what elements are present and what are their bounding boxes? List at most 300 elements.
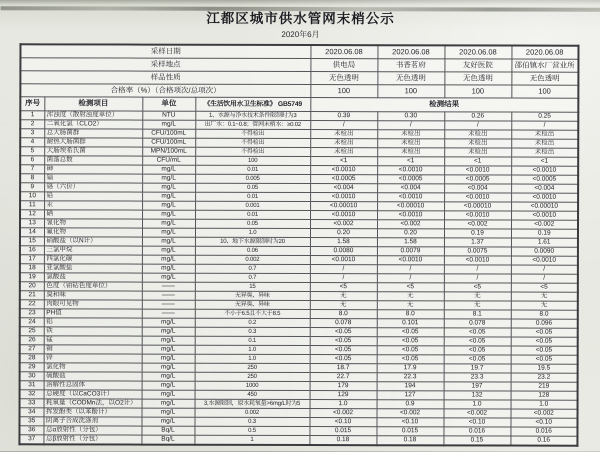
item-name: 色度（铂钴色度单位） bbox=[44, 282, 142, 291]
result-value: <0.10 bbox=[443, 418, 510, 427]
result-value: <0.0010 bbox=[377, 211, 444, 220]
unit-value: mg/L bbox=[142, 318, 195, 327]
standard-limit: 不得检出 bbox=[195, 147, 310, 156]
unit-value: mg/L bbox=[142, 219, 195, 228]
result-value: <0.05 bbox=[310, 355, 377, 364]
result-value: <0.10 bbox=[510, 418, 577, 427]
result-value: <0.0010 bbox=[444, 193, 511, 202]
standard-limit: 不小于6.5且不大于8.5 bbox=[195, 309, 310, 318]
result-value: <1 bbox=[377, 157, 444, 166]
result-value: 0.096 bbox=[511, 319, 578, 328]
item-name: 肉眼可见物 bbox=[44, 300, 142, 309]
standard-limit: 0.7 bbox=[195, 264, 310, 273]
result-value: <0.0005 bbox=[310, 175, 377, 184]
row-index: 24 bbox=[20, 318, 44, 327]
result-value: <0.0010 bbox=[444, 211, 511, 220]
row-index: 27 bbox=[20, 345, 44, 354]
row-index: 23 bbox=[20, 309, 44, 318]
standard-limit: 100 bbox=[195, 156, 310, 165]
standard-limit: 15 bbox=[195, 282, 310, 291]
result-value: 0.20 bbox=[377, 229, 444, 238]
result-value: 0.9 bbox=[377, 400, 444, 409]
unit-value: mg/L bbox=[142, 120, 195, 129]
result-value: <5 bbox=[310, 283, 377, 292]
result-value: 无 bbox=[310, 301, 377, 310]
item-name: 氯酸盐 bbox=[44, 273, 142, 282]
result-value: <0.05 bbox=[377, 337, 444, 346]
row-index: 18 bbox=[20, 264, 44, 273]
result-value: 0.19 bbox=[444, 229, 511, 238]
item-name: 总大肠菌群 bbox=[44, 129, 142, 138]
unit-value: mg/L bbox=[142, 390, 195, 399]
unit-value: mg/L bbox=[142, 183, 195, 192]
result-value: 0.016 bbox=[443, 427, 510, 436]
row-index: 29 bbox=[20, 363, 44, 372]
result-value: / bbox=[511, 274, 578, 283]
result-value: <0.004 bbox=[444, 184, 511, 193]
result-value: 1.0 bbox=[511, 400, 578, 409]
result-value: 22.7 bbox=[310, 373, 377, 382]
row-index: 25 bbox=[20, 327, 44, 336]
result-value: 23.2 bbox=[511, 373, 578, 382]
result-value: / bbox=[310, 121, 377, 130]
result-value: <0.10 bbox=[376, 418, 443, 427]
result-value: / bbox=[310, 274, 377, 283]
item-name: 大肠埃希氏菌 bbox=[44, 147, 142, 156]
result-value: 未检出 bbox=[444, 139, 511, 148]
result-value: 0.015 bbox=[376, 427, 443, 436]
standard-limit: 不得检出 bbox=[195, 129, 310, 138]
result-value: <0.0010 bbox=[310, 211, 377, 220]
result-value: <0.10 bbox=[309, 418, 376, 427]
standard-limit: 0.7 bbox=[195, 273, 310, 282]
standard-limit: 0.1 bbox=[195, 336, 310, 345]
item-name: 臭和味 bbox=[44, 291, 142, 300]
result-value: 未检出 bbox=[377, 139, 444, 148]
item-name: 总β放射性（分包） bbox=[43, 435, 141, 445]
row-index: 10 bbox=[20, 192, 44, 201]
unit-value: mg/L bbox=[142, 381, 195, 390]
result-value: <0.0010 bbox=[444, 166, 511, 175]
result-value: 0.18 bbox=[309, 436, 376, 446]
item-name: 二氧化氯（CLO2） bbox=[44, 120, 142, 129]
result-value: <1 bbox=[511, 157, 578, 166]
sample-date-row bbox=[20, 44, 578, 59]
item-name: 耗氧量（CODMn法，以O2计） bbox=[44, 399, 142, 408]
row-index: 37 bbox=[19, 435, 43, 445]
result-value: <0.0010 bbox=[310, 166, 377, 175]
result-value: 0.15 bbox=[443, 436, 510, 446]
result-value: 未检出 bbox=[511, 139, 578, 148]
sample-date-label: 采样日期 bbox=[20, 44, 310, 58]
row-index: 5 bbox=[20, 147, 44, 156]
standard-limit: 1、水源与净水技术条件限制时为3 bbox=[195, 111, 310, 120]
result-value: <0.00010 bbox=[444, 202, 511, 211]
row-index: 22 bbox=[20, 300, 44, 309]
row-index: 32 bbox=[20, 390, 44, 399]
item-name: 四氯化碳 bbox=[44, 255, 142, 264]
pass-rate-value: 100 bbox=[511, 85, 578, 98]
unit-value: —— bbox=[142, 309, 195, 318]
unit-value: CFU/100mL bbox=[142, 129, 195, 138]
item-name: 汞 bbox=[44, 201, 142, 210]
unit-value: mg/L bbox=[142, 237, 195, 246]
result-value: <0.05 bbox=[444, 328, 511, 337]
result-value: 0.30 bbox=[377, 112, 444, 121]
result-value: <5 bbox=[377, 283, 444, 292]
item-name: 氰化物 bbox=[44, 219, 142, 228]
table-row bbox=[19, 435, 577, 446]
row-index: 9 bbox=[20, 183, 44, 192]
result-value: 197 bbox=[444, 382, 511, 391]
unit-value: mg/L bbox=[142, 273, 195, 282]
result-value: 0.25 bbox=[511, 112, 578, 121]
result-value: 0.0080 bbox=[310, 247, 377, 256]
result-value: <0.0005 bbox=[511, 175, 578, 184]
item-name: 亚氯酸盐 bbox=[44, 264, 142, 273]
row-index: 2 bbox=[20, 120, 44, 129]
result-value: 无 bbox=[444, 292, 511, 301]
result-value: <0.00010 bbox=[310, 202, 377, 211]
standard-limit: 250 bbox=[195, 363, 310, 372]
row-index: 8 bbox=[20, 174, 44, 183]
standard-limit: 出厂水：0.1~0.8；管网末梢水：≥0.02 bbox=[195, 120, 310, 129]
standard-limit: 1000 bbox=[195, 381, 310, 390]
result-value: 0.078 bbox=[310, 319, 377, 328]
standard-limit: 0.01 bbox=[195, 165, 310, 174]
row-index: 35 bbox=[19, 417, 43, 426]
item-name: 硝酸盐（以N计） bbox=[44, 237, 142, 246]
item-name: 硒 bbox=[44, 210, 142, 219]
unit-value: CFU/mL bbox=[142, 156, 195, 165]
standard-limit: 1.0 bbox=[195, 228, 310, 237]
result-value: 1.61 bbox=[511, 238, 578, 247]
unit-value: mg/L bbox=[142, 165, 195, 174]
result-value: 0.0075 bbox=[444, 247, 511, 256]
result-value: 未检出 bbox=[310, 139, 377, 148]
unit-value: mg/L bbox=[142, 372, 195, 381]
column-header-item: 检测项目 bbox=[44, 97, 142, 111]
row-index: 1 bbox=[20, 111, 44, 120]
row-index: 6 bbox=[20, 156, 44, 165]
standard-limit: 0.002 bbox=[195, 255, 310, 264]
sample-property-value: 无色透明 bbox=[377, 72, 444, 85]
result-value: <0.0010 bbox=[511, 166, 578, 175]
result-value: 未检出 bbox=[377, 148, 444, 157]
scanned-document bbox=[0, 6, 600, 452]
result-value: <0.05 bbox=[511, 337, 578, 346]
row-index: 14 bbox=[20, 228, 44, 237]
unit-value: CFU/100mL bbox=[142, 138, 195, 147]
item-name: 锰 bbox=[44, 336, 142, 345]
item-name: 氟化物 bbox=[44, 228, 142, 237]
result-value: 194 bbox=[377, 382, 444, 391]
result-value: <0.05 bbox=[310, 328, 377, 337]
result-value: <0.0010 bbox=[511, 211, 578, 220]
result-value: <0.004 bbox=[310, 184, 377, 193]
result-value: 无 bbox=[511, 292, 578, 301]
pass-rate-value: 100 bbox=[444, 85, 511, 98]
item-name: 铬（六价） bbox=[44, 183, 142, 192]
row-index: 20 bbox=[20, 282, 44, 291]
item-name: 氯化物 bbox=[44, 363, 142, 372]
item-name: 锌 bbox=[44, 354, 142, 363]
standard-limit: 1.0 bbox=[195, 345, 310, 354]
result-value: <0.00010 bbox=[511, 202, 578, 211]
sample-date-value: 2020.06.08 bbox=[511, 46, 578, 60]
result-value: 1.0 bbox=[444, 400, 511, 409]
result-value: 无 bbox=[511, 301, 578, 310]
unit-value: mg/L bbox=[142, 408, 195, 417]
column-header-result: 检测结果 bbox=[310, 98, 578, 113]
sample-property-value: 无色透明 bbox=[444, 72, 511, 85]
result-value: <0.05 bbox=[310, 337, 377, 346]
result-value: 1.0 bbox=[310, 400, 377, 409]
result-value: 0.16 bbox=[510, 436, 577, 446]
unit-value: mg/L bbox=[142, 336, 195, 345]
unit-value: MPN/100mL bbox=[142, 147, 195, 156]
item-name: 三氯甲烷 bbox=[44, 246, 142, 255]
unit-value: mg/L bbox=[142, 399, 195, 408]
standard-limit: 0.06 bbox=[195, 246, 310, 255]
standard-limit: 0.002 bbox=[195, 408, 310, 417]
unit-value: mg/L bbox=[142, 201, 195, 210]
result-value: / bbox=[377, 121, 444, 130]
result-value: 0.20 bbox=[310, 229, 377, 238]
unit-value: mg/L bbox=[142, 345, 195, 354]
item-name: 铝 bbox=[44, 318, 142, 327]
result-value: <0.05 bbox=[444, 346, 511, 355]
standard-limit: 无异臭、异味 bbox=[195, 291, 310, 300]
result-value: 19.5 bbox=[511, 364, 578, 373]
result-value: / bbox=[377, 265, 444, 274]
row-index: 28 bbox=[20, 354, 44, 363]
row-index: 33 bbox=[20, 399, 44, 408]
result-value: <0.002 bbox=[511, 220, 578, 229]
result-value: <0.0005 bbox=[444, 175, 511, 184]
result-value: <1 bbox=[444, 157, 511, 166]
result-value: 1.37 bbox=[444, 238, 511, 247]
result-value: 未检出 bbox=[310, 148, 377, 157]
standard-limit: 0.001 bbox=[195, 201, 310, 210]
unit-value: mg/L bbox=[142, 174, 195, 183]
result-value: <1 bbox=[310, 157, 377, 166]
result-value: <0.05 bbox=[444, 355, 511, 364]
pass-rate-label: 合格率（%）（合格项次/总项次） bbox=[20, 84, 310, 98]
column-header-index: 序号 bbox=[20, 97, 44, 111]
result-value: / bbox=[511, 121, 578, 130]
result-value: <0.004 bbox=[511, 184, 578, 193]
unit-value: mg/L bbox=[142, 354, 195, 363]
result-value: 22.3 bbox=[377, 373, 444, 382]
result-value: / bbox=[444, 274, 511, 283]
result-value: <0.0010 bbox=[377, 166, 444, 175]
page-title: 江都区城市供水管网末梢公示 bbox=[206, 10, 395, 27]
result-value: <0.002 bbox=[377, 220, 444, 229]
standard-limit: 0.01 bbox=[195, 210, 310, 219]
result-value: 0.18 bbox=[376, 436, 443, 446]
column-header-row bbox=[20, 97, 578, 112]
row-index: 34 bbox=[20, 408, 44, 417]
result-value: 0.015 bbox=[309, 427, 376, 436]
result-value: 0.101 bbox=[377, 319, 444, 328]
water-quality-table bbox=[18, 43, 579, 446]
sample-location-value: 书香茗府 bbox=[377, 59, 444, 72]
row-index: 17 bbox=[20, 255, 44, 264]
unit-value: —— bbox=[142, 300, 195, 309]
result-value: <0.05 bbox=[377, 328, 444, 337]
column-header-unit: 单位 bbox=[142, 97, 195, 111]
result-value: / bbox=[444, 265, 511, 274]
result-value: 8.1 bbox=[444, 310, 511, 319]
standard-limit: 450 bbox=[195, 390, 310, 399]
result-value: 219 bbox=[511, 382, 578, 391]
unit-value: mg/L bbox=[142, 255, 195, 264]
result-value: 8.0 bbox=[310, 310, 377, 319]
item-name: 浑浊度（散射浊度单位） bbox=[44, 111, 142, 120]
result-value: 179 bbox=[310, 382, 377, 391]
row-index: 30 bbox=[20, 372, 44, 381]
result-value: <0.002 bbox=[310, 220, 377, 229]
standard-limit: 3,水源限制，原水耗氧量>6mg/L时为5 bbox=[195, 399, 310, 408]
result-value: <0.0010 bbox=[377, 193, 444, 202]
item-name: 铁 bbox=[44, 327, 142, 336]
item-name: 阴离子合成洗涤剂 bbox=[43, 417, 141, 426]
item-name: 铜 bbox=[44, 345, 142, 354]
result-value: 无 bbox=[310, 292, 377, 301]
unit-value: Bq/L bbox=[141, 426, 194, 435]
unit-value: mg/L bbox=[142, 246, 195, 255]
unit-value: mg/L bbox=[142, 363, 195, 372]
result-value: / bbox=[511, 265, 578, 274]
sample-location-value: 邵伯镇水厂营业所 bbox=[511, 59, 578, 72]
row-index: 12 bbox=[20, 210, 44, 219]
result-value: <0.0010 bbox=[310, 256, 377, 265]
result-value: 23.3 bbox=[444, 373, 511, 382]
result-value: 未检出 bbox=[444, 148, 511, 157]
result-value: 18.7 bbox=[310, 364, 377, 373]
row-index: 15 bbox=[20, 237, 44, 246]
unit-value: Bq/L bbox=[141, 435, 194, 445]
result-value: <0.05 bbox=[377, 355, 444, 364]
standard-limit: 10、地下水源限制时为20 bbox=[195, 237, 310, 246]
result-value: 未检出 bbox=[444, 130, 511, 139]
result-value: 未检出 bbox=[377, 130, 444, 139]
row-index: 26 bbox=[20, 336, 44, 345]
standard-limit: 无异臭、异味 bbox=[195, 300, 310, 309]
result-value: <0.0010 bbox=[444, 256, 511, 265]
result-value: <0.002 bbox=[444, 409, 511, 418]
row-index: 4 bbox=[20, 138, 44, 147]
standard-limit: 0.3 bbox=[194, 417, 309, 426]
standard-limit: 0.2 bbox=[195, 318, 310, 327]
result-value: 8.0 bbox=[377, 310, 444, 319]
sample-property-value: 无色透明 bbox=[511, 72, 578, 85]
item-name: 砷 bbox=[44, 165, 142, 174]
result-value: <0.05 bbox=[377, 346, 444, 355]
result-value: 无 bbox=[377, 292, 444, 301]
unit-value: mg/L bbox=[142, 210, 195, 219]
pass-rate-value: 100 bbox=[377, 85, 444, 98]
result-value: 0.016 bbox=[510, 427, 577, 436]
sample-location-label: 采样地点 bbox=[20, 58, 310, 72]
result-value: <0.00010 bbox=[377, 202, 444, 211]
result-value: <0.002 bbox=[310, 409, 377, 418]
standard-limit: 0.05 bbox=[195, 183, 310, 192]
item-name: 溶解性总固体 bbox=[44, 381, 142, 390]
item-name: 挥发酚类（以苯酚计） bbox=[44, 408, 142, 417]
result-value: <0.05 bbox=[310, 346, 377, 355]
sample-location-value: 友好医院 bbox=[444, 59, 511, 72]
standard-limit: 不得检出 bbox=[195, 138, 310, 147]
result-value: <0.0010 bbox=[511, 193, 578, 202]
result-value: 132 bbox=[444, 391, 511, 400]
result-value: <0.002 bbox=[444, 220, 511, 229]
standard-limit: 0.01 bbox=[195, 192, 310, 201]
result-value: 0.19 bbox=[511, 229, 578, 238]
row-index: 31 bbox=[20, 381, 44, 390]
sample-property-value: 无色透明 bbox=[310, 72, 377, 85]
result-value: <0.05 bbox=[511, 328, 578, 337]
row-index: 19 bbox=[20, 273, 44, 282]
item-name: 菌落总数 bbox=[44, 156, 142, 165]
result-value: 0.0079 bbox=[377, 247, 444, 256]
unit-value: mg/L bbox=[142, 327, 195, 336]
standard-limit: 0.3 bbox=[195, 327, 310, 336]
result-value: 无 bbox=[444, 301, 511, 310]
standard-limit: 0.005 bbox=[195, 174, 310, 183]
page-subtitle: 2020年6月 bbox=[281, 29, 320, 40]
row-index: 7 bbox=[20, 165, 44, 174]
row-index: 16 bbox=[20, 246, 44, 255]
result-value: 17.9 bbox=[377, 364, 444, 373]
result-value: 8.0 bbox=[511, 310, 578, 319]
result-value: <0.05 bbox=[511, 355, 578, 364]
result-value: <0.0010 bbox=[377, 256, 444, 265]
result-value: 128 bbox=[511, 391, 578, 400]
row-index: 21 bbox=[20, 291, 44, 300]
standard-limit: 250 bbox=[195, 372, 310, 381]
result-value: <5 bbox=[444, 283, 511, 292]
result-value: <0.002 bbox=[377, 409, 444, 418]
item-name: PH值 bbox=[44, 309, 142, 318]
unit-value: NTU bbox=[142, 111, 195, 120]
result-value: <0.0005 bbox=[377, 175, 444, 184]
result-value: 未检出 bbox=[310, 130, 377, 139]
sample-date-value: 2020.06.08 bbox=[444, 45, 511, 59]
result-value: 127 bbox=[377, 391, 444, 400]
item-name: 总硬度（以CaCO3计） bbox=[44, 390, 142, 399]
result-value: 1.58 bbox=[310, 238, 377, 247]
unit-value: mg/L bbox=[141, 417, 194, 426]
result-value: 129 bbox=[310, 391, 377, 400]
result-value: / bbox=[377, 274, 444, 283]
result-value: / bbox=[444, 121, 511, 130]
result-value: <0.004 bbox=[377, 184, 444, 193]
column-header-standard: 《生活饮用水卫生标准》 GB5749 bbox=[195, 97, 310, 111]
unit-value: mg/L bbox=[142, 192, 195, 201]
result-value: <0.0010 bbox=[310, 193, 377, 202]
standard-limit: 1 bbox=[194, 435, 309, 445]
result-value: 0.0090 bbox=[511, 247, 578, 256]
result-value: 1.58 bbox=[377, 238, 444, 247]
result-value: 0.078 bbox=[444, 319, 511, 328]
standard-limit: 0.05 bbox=[195, 219, 310, 228]
result-value: 0.39 bbox=[310, 112, 377, 121]
unit-value: mg/L bbox=[142, 228, 195, 237]
sample-property-label: 样品性质 bbox=[20, 71, 310, 85]
standard-limit: 0.5 bbox=[194, 426, 309, 435]
